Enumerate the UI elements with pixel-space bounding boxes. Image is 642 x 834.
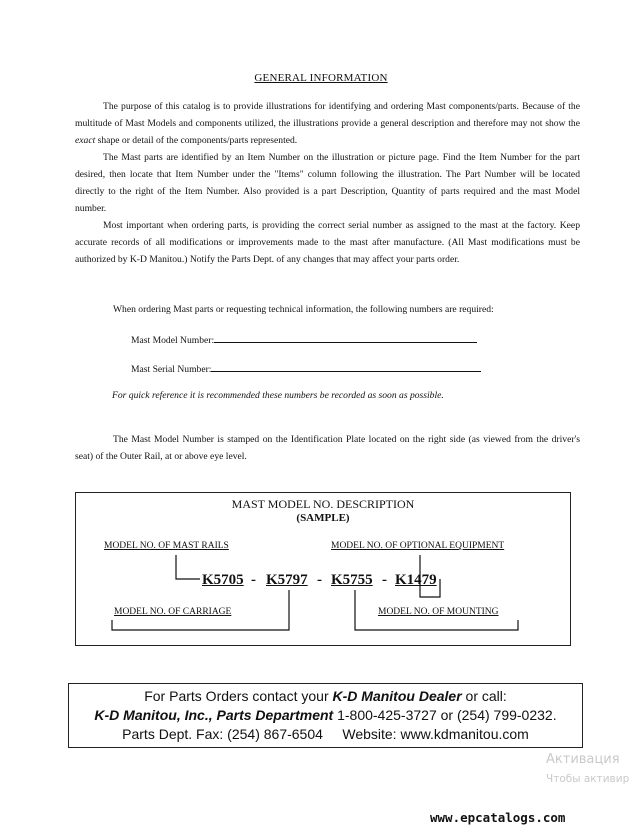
footer-website-url[interactable]: www.epcatalogs.com: [430, 810, 566, 825]
quick-reference-note: For quick reference it is recommended these numbers be recorded as soon as possible.: [112, 390, 444, 401]
paragraph-purpose-end: shape or detail of the components/parts represented.: [97, 135, 298, 146]
contact-dealer-name: K-D Manitou Dealer: [332, 688, 462, 704]
label-optional-equipment: MODEL NO. OF OPTIONAL EQUIPMENT: [331, 541, 505, 551]
contact-dealer-prefix: For Parts Orders contact your: [144, 688, 333, 704]
contact-line-phone: [69, 706, 582, 725]
paragraph-item-number: The Mast parts are identified by an Item Number on the illustration or picture page. Find the Item Number for the part desired, then locate that Item Number under the "Items" column following the illustration. The Part Number will be located directly to the right of the Item Number. Also provided is a part Description, Quantity of parts required and the mast Model number.: [75, 152, 580, 214]
code-mast-rails: K5705: [202, 572, 244, 588]
code-carriage: K5797: [266, 572, 308, 588]
code-mounting: K5755: [331, 572, 373, 588]
connector-carriage: [112, 590, 289, 630]
paragraph-required-numbers-text: When ordering Mast parts or requesting technical information, the following numbers are required:: [113, 304, 494, 315]
page-heading: GENERAL INFORMATION: [254, 72, 388, 84]
paragraph-purpose-text: The purpose of this catalog is to provide illustrations for identifying and ordering Mast components/parts. Because of the multitude of Mast Models and components utilized, the illustrations provide a general description and therefore may not show the: [75, 101, 580, 129]
code-optional-equipment: K1479: [395, 572, 437, 588]
connector-rails: [176, 555, 200, 579]
label-mast-rails: MODEL NO. OF MAST RAILS: [104, 541, 229, 551]
model-number-label: Mast Model Number:: [131, 335, 215, 346]
contact-line-fax-website: Parts Dept. Fax: (254) 867-6504 Website: www.kdmanitou.com: [122, 726, 529, 742]
mast-box-title: MAST MODEL NO. DESCRIPTION: [231, 497, 415, 511]
label-carriage: MODEL NO. OF CARRIAGE: [114, 607, 232, 617]
contact-parts-department: K-D Manitou, Inc., Parts Department: [94, 707, 334, 723]
parts-contact-box: [68, 683, 583, 748]
code-separator: -: [317, 572, 322, 588]
contact-dealer-suffix: or call:: [461, 688, 507, 704]
serial-number-label: Mast Serial Number:: [131, 364, 212, 375]
paragraph-serial-number: Most important when ordering parts, is providing the correct serial number as assigned to the mast at the factory. Keep accurate records of all modifications or improvements made to the mast after manufacture. (All Mast modifications must be authorized by K-D Manitou.) Notify the Parts Dept. of any changes that may affect your parts order.: [75, 220, 580, 265]
activation-watermark-subtitle: Чтобы активир: [546, 773, 630, 785]
code-separator: -: [251, 572, 256, 588]
connector-mounting: [355, 590, 518, 630]
connector-optional: [420, 555, 440, 597]
mast-box-subtitle: (SAMPLE): [296, 512, 350, 524]
paragraph-model-stamp-text: The Mast Model Number is stamped on the Identification Plate located on the right side (as viewed from the driver's seat) of the Outer Rail, at or above eye level.: [75, 434, 580, 462]
activation-watermark-title: Активация: [546, 752, 620, 767]
paragraph-purpose-emphasis: exact: [75, 135, 96, 146]
code-separator: -: [382, 572, 387, 588]
contact-line-dealer: [69, 687, 582, 706]
contact-phone-numbers: 1-800-425-3727 or (254) 799-0232.: [333, 707, 557, 723]
label-mounting: MODEL NO. OF MOUNTING: [378, 607, 499, 617]
